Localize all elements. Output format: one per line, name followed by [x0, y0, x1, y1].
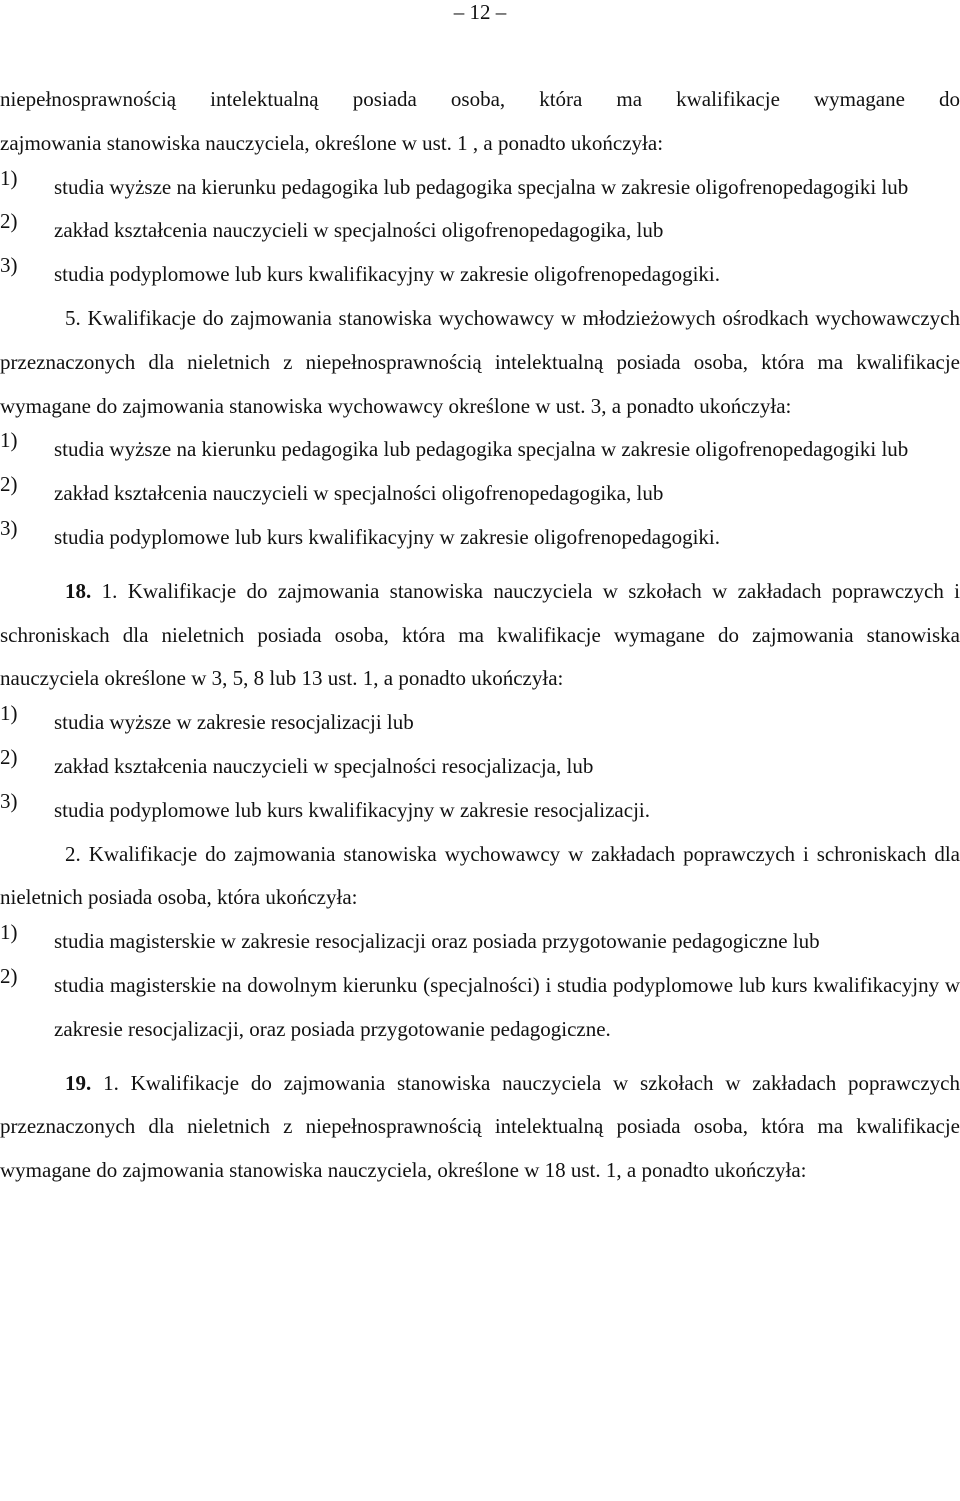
paragraph: 2. Kwalifikacje do zajmowania stanowiska wychowawcy w zakładach poprawczych i schroniskach dla nieletnich posiada osoba, która ukończyła:: [0, 841, 960, 910]
list-item: [0, 253, 960, 297]
list-text: studia magisterskie na dowolnym kierunku (specjalności) i studia podyplomowe lub kurs kwalifikacyjny w zakresie resocjalizacji, oraz posiada przygotowanie pedagogiczne.: [54, 972, 960, 1041]
list-item: [0, 516, 960, 560]
list-number: 3): [0, 788, 18, 813]
paragraph: 5. Kwalifikacje do zajmowania stanowiska wychowawcy w młodzieżowych ośrodkach wychowawczych przeznaczonych dla nieletnich z niepełnosprawnością intelektualną posiada osoba, która ma kwalifikacje wymagane do zajmowania stanowiska wychowawcy określone w ust. 3, a ponadto ukończyła:: [0, 305, 960, 418]
list-item: [0, 964, 960, 1052]
list-item: [0, 920, 960, 964]
list-text: zakład kształcenia nauczycieli w specjalności resocjalizacja, lub: [54, 753, 594, 778]
document-body: [0, 78, 960, 1193]
paragraph-line: niepełnosprawnością intelektualną posiada osoba, która ma kwalifikacje wymagane do: [0, 87, 960, 111]
list-number: 1): [0, 701, 18, 726]
section-text: 1. Kwalifikacje do zajmowania stanowiska nauczyciela w szkołach w zakładach poprawczych i schroniskach dla nieletnich posiada osoba, która ma kwalifikacje wymagane do zajmowania stanowiska nauczyciela określone w 3, 5, 8 lub 13 ust. 1, a ponadto ukończyła:: [0, 578, 960, 691]
list-number: 1): [0, 428, 18, 453]
list-item: [0, 789, 960, 833]
list-number: 1): [0, 165, 18, 190]
list-number: 2): [0, 472, 18, 497]
list-number: 2): [0, 209, 18, 234]
paragraph-line: zajmowania stanowiska nauczyciela, określone w ust. 1 , a ponadto ukończyła:: [0, 130, 664, 155]
list-item: [0, 745, 960, 789]
section-paragraph: [0, 570, 960, 701]
list-item: [0, 209, 960, 253]
list-number: 3): [0, 253, 18, 278]
list-text: studia podyplomowe lub kurs kwalifikacyjny w zakresie resocjalizacji.: [54, 797, 650, 822]
list-text: studia wyższe na kierunku pedagogika lub pedagogika specjalna w zakresie oligofrenopedagogiki lub: [54, 437, 909, 462]
list-number: 2): [0, 744, 18, 769]
list-text: studia podyplomowe lub kurs kwalifikacyjny w zakresie oligofrenopedagogiki.: [54, 262, 721, 287]
section-paragraph: [0, 1062, 960, 1193]
list-text: studia wyższe na kierunku pedagogika lub pedagogika specjalna w zakresie oligofrenopedagogiki lub: [54, 174, 909, 199]
list-text: studia podyplomowe lub kurs kwalifikacyjny w zakresie oligofrenopedagogiki.: [54, 524, 721, 549]
section-number: 19.: [65, 1070, 92, 1095]
list-text: zakład kształcenia nauczycieli w specjalności oligofrenopedagogika, lub: [54, 218, 664, 243]
list-item: [0, 472, 960, 516]
section-number: 18.: [65, 578, 92, 603]
page-number: – 12 –: [453, 0, 507, 24]
list-text: studia magisterskie w zakresie resocjalizacji oraz posiada przygotowanie pedagogiczne lub: [54, 929, 820, 954]
list-text: studia wyższe w zakresie resocjalizacji lub: [54, 710, 414, 735]
list-item: [0, 166, 960, 210]
list-number: 3): [0, 515, 18, 540]
list-text: zakład kształcenia nauczycieli w specjalności oligofrenopedagogika, lub: [54, 481, 664, 506]
section-text: 1. Kwalifikacje do zajmowania stanowiska nauczyciela w szkołach w zakładach poprawczych przeznaczonych dla nieletnich z niepełnosprawnością intelektualną posiada osoba, która ma kwalifikacje wymagane do zajmowania stanowiska nauczyciela, określone w 18 ust. 1, a ponadto ukończyła:: [0, 1070, 960, 1183]
list-item: [0, 701, 960, 745]
list-number: 2): [0, 963, 18, 988]
list-item: [0, 428, 960, 472]
list-number: 1): [0, 920, 18, 945]
